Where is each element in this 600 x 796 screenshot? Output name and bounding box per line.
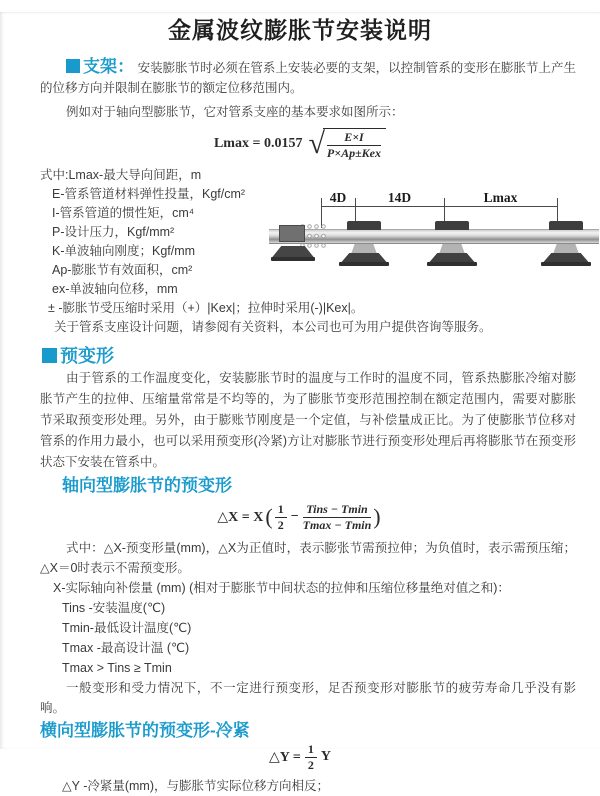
- dim-label-4d: 4D: [329, 190, 347, 205]
- section-square-icon: [42, 348, 57, 363]
- formula-axial-lhs: △X = X: [217, 509, 264, 525]
- variable-line: Ap-膨胀节有效面积，cm²: [52, 263, 193, 277]
- open-paren: (: [265, 504, 273, 529]
- variable-line: I-管系管道的惯性矩，cm⁴: [52, 206, 195, 220]
- formula-lmax-fraction: [327, 131, 381, 160]
- close-paren: ): [373, 504, 381, 529]
- variable-line: E-管系管道材料弹性投量，Kgf/cm²: [52, 187, 246, 201]
- formula-lmax-lhs: Lmax = 0.0157: [213, 136, 303, 151]
- minus-sign: −: [290, 509, 299, 524]
- variable-line: 式中:Lmax-最大导向间距，m: [40, 168, 202, 182]
- service-note: 关于管系支座设计问题，请参阅有关资料，本公司也可为用户提供咨询等服务。: [54, 320, 492, 334]
- formula-lmax-numerator: E×I: [327, 131, 381, 146]
- square-root-icon: √ $\frac{E\times I}{\text{P×Ap±Kex}}$: [308, 128, 386, 160]
- predeform-header-label: 预变形: [60, 346, 114, 366]
- support-section-header: 支架：: [83, 57, 135, 76]
- plus-minus-note: ± -膨胀节受压缩时采用（+）|Kex|；拉伸时采用(-)|Kex|。: [48, 301, 364, 315]
- support-intro-text: 安装膨胀节时必须在管系上安装必要的支架，以控制管系的变形在膨胀节上产生的位移方向并限制在膨胀节的额定位移范围内。: [40, 61, 576, 95]
- formula-lateral: [0, 741, 600, 772]
- temp-definition-line: Tmax -最高设计温 (℃): [62, 641, 190, 655]
- formula-lmax-denominator: P×Ap±Kex: [326, 146, 382, 160]
- formula-lmax: [0, 126, 600, 162]
- variable-line: K-单波轴向刚度；Kgf/mm: [52, 244, 196, 258]
- pipe-guide-support: [540, 220, 592, 270]
- document-page: [0, 12, 600, 793]
- axial-x-definition: X-实际轴向补偿量 (mm) (相对于膨胀节中间状态的拉伸和压缩位移量绝对值之和)：: [53, 581, 510, 595]
- pipe-guide-support: [338, 220, 390, 270]
- variable-line: P-设计压力，Kgf/mm²: [52, 225, 175, 239]
- pipe-anchor-support: [271, 220, 317, 270]
- pipe-guide-support: [426, 220, 478, 270]
- formula-axial: [0, 501, 600, 533]
- axial-desc-paragraph: 式中：△X-预变形量(mm)，△X为正值时，表示膨张节需预拉伸；为负值时，表示需预压缩；△X＝0时表示不需预变形。: [40, 541, 576, 575]
- section-square-icon: [66, 59, 80, 73]
- dimension-line: [321, 206, 557, 207]
- lateral-subsection-header: 横向型膨胀节的预变形-冷紧: [40, 721, 250, 740]
- formula-axial-temp-fraction: $\frac{\text{Tins − Tmin}}{Tmax - Tmin}$: [302, 501, 372, 532]
- dim-label-lmax: Lmax: [483, 190, 518, 205]
- formula-lateral-lhs: △Y =: [269, 749, 301, 765]
- support-example-line: 例如对于轴向型膨胀节，它对管系支座的基本要求如图所示：: [66, 105, 404, 119]
- axial-subsection-header: 轴向型膨胀节的预变形: [62, 476, 232, 495]
- support-intro-paragraph: [40, 57, 576, 98]
- temp-definition-line: Tmin-最低设计温度(℃): [62, 621, 192, 635]
- formula-lateral-half: $\frac{1}{2}$: [305, 743, 317, 772]
- predeform-body-paragraph: 由于管系的工作温度变化，安装膨胀节时的温度与工作时的温度不同，管系热膨胀冷缩对膨胀节产生的拉伸、压缩量常常是不均等的，为了膨胀节变形范围控制在额定范围内，需要对膨胀节采取预变形处理。另外，由于膨账节刚度是一个定值，与补偿量成正比。为了使膨胀节位移对管系的作用力最小，也可以采用预变形(冷紧)方让对膨胀节进行预变形处理后再将膨胀节在预变形状态下安装在管系中。: [40, 371, 576, 469]
- formula-lateral-rhs: Y: [320, 749, 331, 764]
- pipe-support-diagram: [269, 192, 599, 272]
- lateral-note-line: △Y -冷紧量(mm)，与膨胀节实际位移方向相反；: [62, 779, 330, 793]
- page-title: 金属波纹膨胀节安装说明: [168, 17, 432, 43]
- formula-axial-half: $\frac{1}{2}$: [275, 503, 287, 532]
- dim-label-14d: 14D: [387, 190, 412, 205]
- predeform-section-header: [42, 346, 600, 366]
- axial-note-line: 一般变形和受力情况下，不一定进行预变形，足否预变形对膨胀节的疲劳寿命几乎没有影响。: [40, 681, 576, 715]
- variable-line: ex-单波轴向位移，mm: [52, 282, 178, 296]
- temp-definition-line: Tins -安装温度(℃): [62, 601, 166, 615]
- temp-inequality-line: Tmax > Tins ≥ Tmin: [62, 661, 172, 675]
- variables-and-diagram: [40, 166, 600, 299]
